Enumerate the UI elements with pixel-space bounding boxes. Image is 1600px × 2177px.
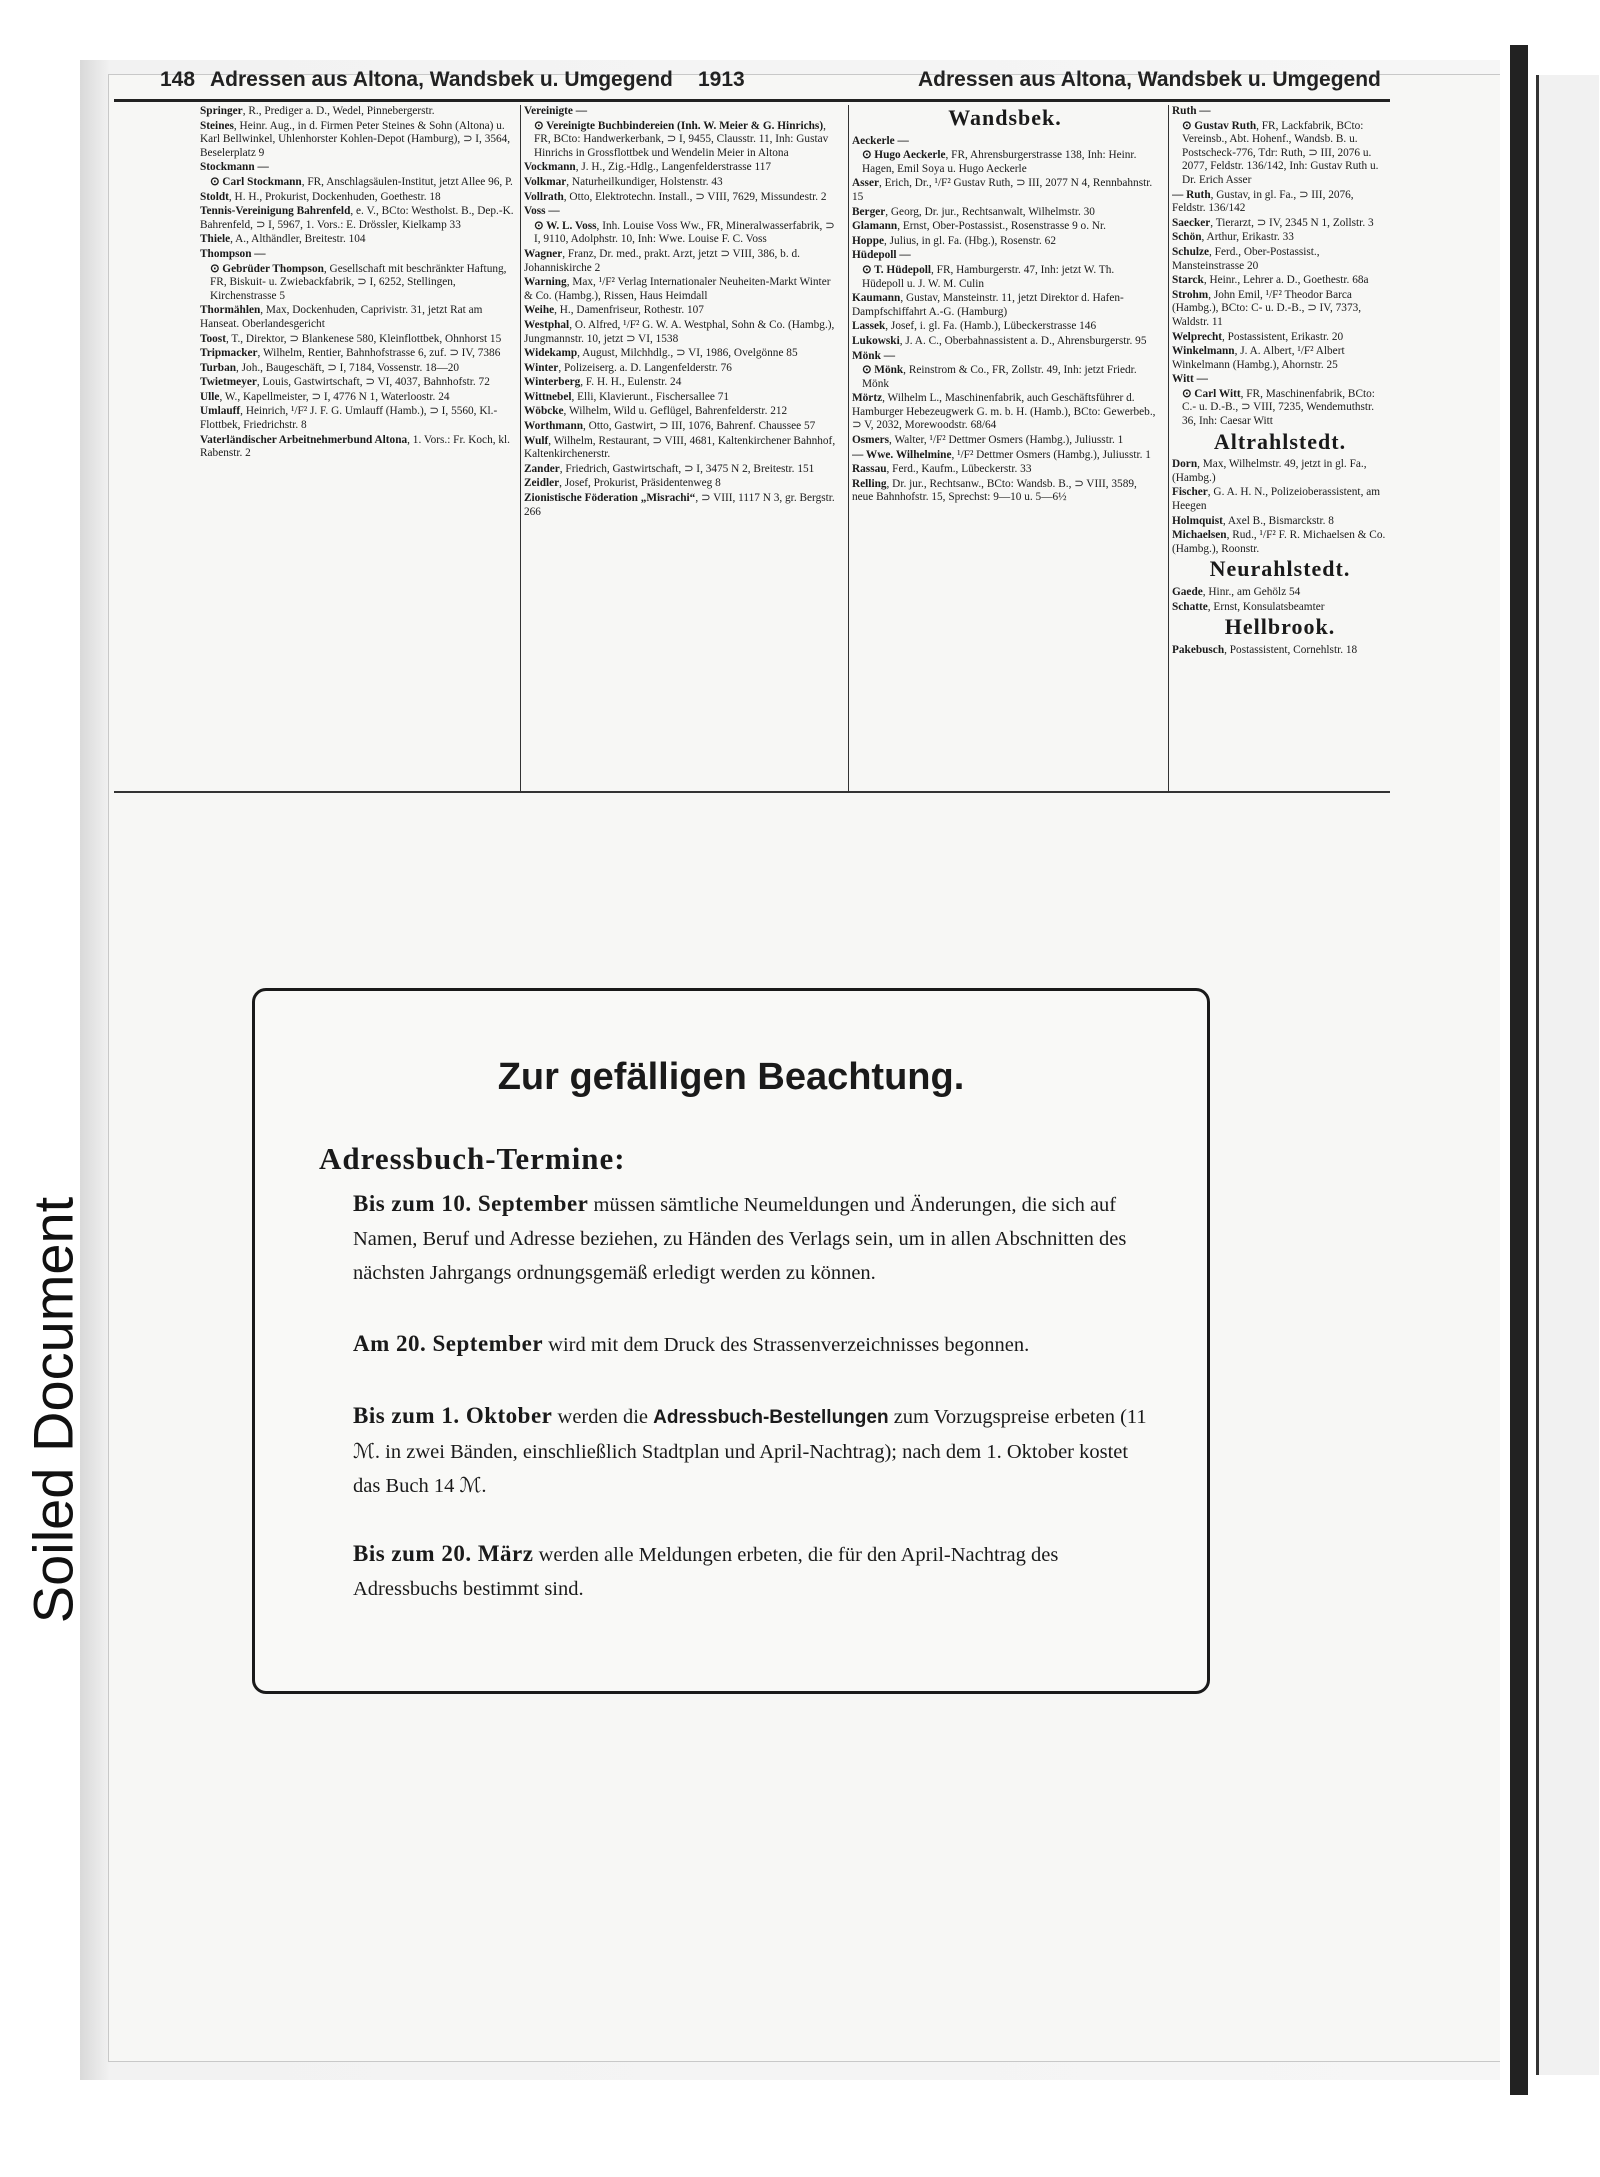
directory-entry: ⊙ W. L. Voss, Inh. Louise Voss Ww., FR, Mineralwasserfabrik, ⊃ I, 9110, Adolphstr. 10, Inh: Wwe. Louise F. C. Voss — [534, 219, 835, 246]
directory-entry: Rassau, Ferd., Kaufm., Lübeckerstr. 33 — [852, 463, 1032, 476]
directory-entry: Pakebusch, Postassistent, Cornehlstr. 18 — [1172, 643, 1358, 656]
directory-entry: Osmers, Walter, ¹/F² Dettmer Osmers (Hambg.), Juliusstr. 1 — [852, 434, 1124, 447]
deadline-september-20: Am 20. September — [353, 1331, 544, 1356]
directory-entry: Ulle, W., Kapellmeister, ⊃ I, 4776 N 1, Waterloostr. 24 — [200, 390, 450, 403]
directory-entry: ⊙ Gustav Ruth, FR, Lackfabrik, BCto: Vereinsb., Abt. Hohenf., Wandsb. B. u. Postscheck-776, Tdr: Ruth, ⊃ III, 2076 u. 2077, Feldstr. 136/142, Inh: Gustav Ruth u. Dr. Erich Asser — [1182, 119, 1379, 186]
header-right-title: Adressen aus Altona, Wandsbek u. Umgegend — [918, 68, 1381, 91]
directory-entry: Schatte, Ernst, Konsulatsbeamter — [1172, 600, 1325, 613]
directory-entry: Winterberg, F. H. H., Eulenstr. 24 — [524, 376, 682, 389]
directory-entry: Zionistische Föderation „Misrachi“, ⊃ VIII, 1117 N 3, gr. Bergstr. 266 — [524, 492, 835, 518]
adjacent-page-edge — [1500, 45, 1600, 2095]
directory-entry: Turban, Joh., Baugeschäft, ⊃ I, 7184, Vossenstr. 18—20 — [200, 361, 460, 374]
directory-entry: Witt — — [1172, 373, 1208, 386]
page-number: 148 — [160, 68, 196, 91]
directory-entry: Westphal, O. Alfred, ¹/F² G. W. A. Westphal, Sohn & Co. (Hambg.), Jungmannstr. 10, jetzt ⊃ VI, 1538 — [524, 318, 835, 345]
notice-title: Zur gefälligen Beachtung. — [497, 1056, 965, 1098]
directory-entry: Stockmann — — [200, 161, 269, 174]
header-left-title: Adressen aus Altona, Wandsbek u. Umgegend — [210, 68, 673, 91]
directory-entry: Umlauff, Heinrich, ¹/F² J. F. G. Umlauff (Hamb.), ⊃ I, 5560, Kl.-Flottbek, Friedrichstr. 8 — [200, 405, 498, 432]
directory-entry: Welprecht, Postassistent, Erikastr. 20 — [1172, 330, 1344, 343]
directory-entry: ⊙ T. Hüdepoll, FR, Hamburgerstr. 47, Inh: jetzt W. Th. Hüdepoll u. J. W. M. Culin — [862, 263, 1115, 290]
notice-box — [252, 988, 1210, 1694]
directory-entry: Widekamp, August, Milchhdlg., ⊃ VI, 1986, Ovelgönne 85 — [524, 347, 798, 360]
directory-entry: Hoppe, Julius, in gl. Fa. (Hbg.), Rosenstr. 62 — [852, 234, 1056, 247]
directory-entry: Winter, Polizeiserg. a. D. Langenfelderstr. 76 — [524, 361, 732, 374]
directory-entry: Kaumann, Gustav, Mansteinstr. 11, jetzt Direktor d. Hafen-Dampfschiffahrt A.-G. (Hamburg) — [852, 292, 1124, 318]
directory-entry: Ruth — — [1172, 105, 1211, 117]
directory-entry: Glamann, Ernst, Ober-Postassist., Rosenstrasse 9 o. Nr. — [852, 220, 1106, 233]
directory-entry: Mönk — — [852, 349, 895, 362]
notice-paragraph-1 — [353, 1187, 1153, 1290]
city-heading-wandsbek: Wandsbek. — [948, 105, 1062, 130]
directory-entry: — Wwe. Wilhelmine, ¹/F² Dettmer Osmers (Hambg.), Juliusstr. 1 — [852, 448, 1151, 461]
header-year: 1913 — [698, 68, 745, 91]
directory-entry: Relling, Dr. jur., Rechtsanw., BCto: Wandsb. B., ⊃ VIII, 3589, neue Bahnhofstr. 15, Sprechst: 9—10 u. 5—6½ — [852, 477, 1137, 504]
notice-paragraph-4 — [353, 1537, 1153, 1606]
paragraph-4-text: werden alle Meldungen erbeten, die für den April-Nachtrag des Adressbuchs bestimmt sind. — [353, 1544, 1059, 1600]
directory-entry: Asser, Erich, Dr., ¹/F² Gustav Ruth, ⊃ III, 2077 N 4, Rennbahnstr. 15 — [852, 177, 1153, 203]
column-wandsbek-2 — [1172, 105, 1388, 795]
directory-entry: Zeidler, Josef, Prokurist, Präsidentenweg 8 — [524, 477, 721, 490]
directory-entry: Vollrath, Otto, Elektrotechn. Install., ⊃ VIII, 7629, Missundestr. 2 — [524, 190, 827, 203]
directory-entry: Mörtz, Wilhelm L., Maschinenfabrik, auch Geschäftsführer d. Hamburger Hebezeugwerk G. m. b. H. (Hamb.), BCto: Gewerbeb., ⊃ V, 2032, Morewoodstr. 68/64 — [852, 392, 1156, 432]
city-heading-hellbrook: Hellbrook. — [1224, 614, 1336, 640]
directory-entry: Worthmann, Otto, Gastwirt, ⊃ III, 1076, Bahrenf. Chaussee 57 — [524, 420, 816, 433]
directory-entry: Weihe, H., Damenfriseur, Rothestr. 107 — [524, 304, 704, 317]
deadline-september-10: Bis zum 10. September — [353, 1191, 589, 1216]
directory-entry: Tennis-Vereinigung Bahrenfeld, e. V., BCto: Westholst. B., Dep.-K. Bahrenfeld, ⊃ I, 5967, 1. Vors.: E. Drössler, Kielkamp 33 — [200, 205, 514, 231]
scan-top-margin — [0, 0, 1600, 52]
paragraph-3-text: zum Vorzugspreise erbeten (11 ℳ. in zwei Bänden, einschließlich Stadtplan und April-Nachtrag); nach dem 1. Oktober kostet das Buch 14 ℳ. — [353, 1406, 1147, 1497]
deadline-march-20: Bis zum 20. März — [353, 1541, 534, 1566]
column-wandsbek — [852, 105, 1158, 795]
directory-entry: ⊙ Vereinigte Buchbindereien (Inh. W. Meier & G. Hinrichs), FR, BCto: Handwerkerbank, ⊃ I, 9455, Clausstr. 11, Inh: Gustav Hinrichs in Grossflottbek und Wendelin Meier in Altona — [534, 119, 829, 159]
directory-entry: Holmquist, Axel B., Bismarckstr. 8 — [1172, 514, 1334, 527]
paragraph-3-emphasis: Adressbuch-Bestellungen — [653, 1407, 889, 1428]
directory-entry: ⊙ Carl Stockmann, FR, Anschlagsäulen-Institut, jetzt Allee 96, P. — [210, 175, 513, 188]
header-rule — [114, 99, 1390, 102]
directory-entry: Fischer, G. A. H. N., Polizeioberassistent, am Heegen — [1172, 486, 1381, 513]
directory-entry: ⊙ Carl Witt, FR, Maschinenfabrik, BCto: C.- u. D.-B., ⊃ VIII, 7235, Wendemuthstr. 36, Inh: Caesar Witt — [1182, 387, 1375, 428]
directory-entry: Twietmeyer, Louis, Gastwirtschaft, ⊃ VI, 4037, Bahnhofstr. 72 — [200, 376, 490, 389]
directory-entry: Michaelsen, Rud., ¹/F² F. R. Michaelsen & Co. (Hambg.), Roonstr. — [1172, 529, 1386, 555]
directory-entry: Wittnebel, Elli, Klavierunt., Fischersallee 71 — [524, 390, 729, 403]
column-altona-2 — [524, 105, 840, 795]
paragraph-3-mid: werden die — [557, 1406, 649, 1428]
columns-bottom-rule — [114, 791, 1390, 793]
notice-paragraph-2 — [353, 1327, 1153, 1362]
directory-entry: Volkmar, Naturheilkundiger, Holstenstr. 43 — [524, 175, 723, 188]
directory-entry: Lassek, Josef, i. gl. Fa. (Hamb.), Lübeckerstrasse 146 — [852, 320, 1097, 333]
running-header — [118, 60, 1392, 98]
directory-entry: Voss — — [524, 205, 560, 218]
directory-entry: Starck, Heinr., Lehrer a. D., Goethestr. 68a — [1172, 274, 1369, 287]
directory-entry: Hüdepoll — — [852, 249, 911, 262]
directory-entry: Saecker, Tierarzt, ⊃ IV, 2345 N 1, Zollstr. 3 — [1172, 216, 1374, 229]
directory-entry: Vereinigte — — [524, 105, 588, 117]
paragraph-2-text: wird mit dem Druck des Strassenverzeichnisses begonnen. — [548, 1334, 1030, 1356]
directory-entry: ⊙ Mönk, Reinstrom & Co., FR, Zollstr. 49, Inh: jetzt Friedr. Mönk — [862, 364, 1137, 390]
soiled-document-text: Soiled Document — [21, 1196, 85, 1624]
directory-entry: Stoldt, H. H., Prokurist, Dockenhuden, Goethestr. 18 — [200, 190, 441, 203]
directory-entry: Winkelmann, J. A. Albert, ¹/F² Albert Winkelmann (Hambg.), Ahornstr. 25 — [1172, 345, 1345, 371]
directory-entry: Vockmann, J. H., Zig.-Hdlg., Langenfelderstrasse 117 — [524, 161, 772, 174]
directory-entry: Wöbcke, Wilhelm, Wild u. Geflügel, Bahrenfelderstr. 212 — [524, 405, 788, 418]
directory-entry: Steines, Heinr. Aug., in d. Firmen Peter Steines & Sohn (Altona) u. Karl Bellwinkel, Uhlenhorster Kohlen-Depot (Hamburg), ⊃ I, 3564, Beselerplatz 9 — [200, 119, 511, 159]
directory-entry: Aeckerle — — [852, 134, 909, 147]
directory-entry: Toost, T., Direktor, ⊃ Blankenese 580, Kleinflottbek, Ohnhorst 15 — [200, 332, 502, 345]
directory-entry: Vaterländischer Arbeitnehmerbund Altona, 1. Vors.: Fr. Koch, kl. Rabenstr. 2 — [200, 433, 510, 460]
directory-entry: Wulf, Wilhelm, Restaurant, ⊃ VIII, 4681, Kaltenkirchener Bahnhof, Kaltenkirchenerstr. — [524, 434, 836, 461]
directory-entry: Schön, Arthur, Erikastr. 33 — [1172, 231, 1294, 244]
soiled-document-label — [8, 1140, 98, 1680]
directory-entry: Dorn, Max, Wilhelmstr. 49, jetzt in gl. Fa., (Hambg.) — [1172, 458, 1367, 484]
directory-entry: Zander, Friedrich, Gastwirtschaft, ⊃ I, 3475 N 2, Breitestr. 151 — [524, 462, 815, 475]
directory-entry: Springer, R., Prediger a. D., Wedel, Pinnebergerstr. — [200, 105, 435, 117]
directory-entry: Schulze, Ferd., Ober-Postassist., Mansteinstrasse 20 — [1172, 245, 1320, 272]
directory-columns — [114, 105, 1390, 800]
city-heading-neurahlstedt: Neurahlstedt. — [1209, 556, 1351, 582]
paragraph-1-text: müssen sämtliche Neumeldungen und Änderungen, die sich auf Namen, Beruf und Adresse beziehen, zu Händen des Verlags sein, um in allen Abschnitten des nächsten Jahrgangs ordnungsgemäß erledigt werden zu können. — [353, 1194, 1127, 1284]
notice-paragraph-3 — [353, 1399, 1153, 1503]
directory-entry: Lukowski, J. A. C., Oberbahnassistent a. D., Ahrensburgerstr. 95 — [852, 334, 1147, 347]
directory-entry: Warning, Max, ¹/F² Verlag Internationaler Neuheiten-Markt Winter & Co. (Hambg.), Rissen, Haus Heimdall — [524, 276, 831, 302]
directory-entry: Thormählen, Max, Dockenhuden, Caprivistr. 31, jetzt Rat am Hanseat. Oberlandesgericht — [200, 304, 483, 330]
deadline-october-1: Bis zum 1. Oktober — [353, 1403, 553, 1428]
column-altona-1 — [200, 105, 516, 795]
directory-entry: Tripmacker, Wilhelm, Rentier, Bahnhofstrasse 6, zuf. ⊃ IV, 7386 — [200, 347, 501, 360]
directory-entry: — Ruth, Gustav, in gl. Fa., ⊃ III, 2076, Feldstr. 136/142 — [1172, 188, 1354, 215]
directory-entry: Thiele, A., Althändler, Breitestr. 104 — [200, 233, 366, 246]
directory-entry: ⊙ Hugo Aeckerle, FR, Ahrensburgerstrasse 138, Inh: Heinr. Hagen, Emil Soya u. Hugo Aeckerle — [862, 149, 1137, 175]
directory-entry: Thompson — — [200, 247, 266, 260]
directory-entry: ⊙ Gebrüder Thompson, Gesellschaft mit beschränkter Haftung, FR, Biskuit- u. Zwiebackfabrik, ⊃ I, 6252, Stellingen, Kirchenstrasse 5 — [210, 262, 507, 302]
directory-entry: Strohm, John Emil, ¹/F² Theodor Barca (Hambg.), BCto: C- u. D.-B., ⊃ IV, 7373, Waldstr. 11 — [1172, 288, 1362, 328]
directory-entry: Gaede, Hinr., am Gehölz 54 — [1172, 586, 1301, 598]
city-heading-altrahlstedt: Altrahlstedt. — [1213, 428, 1347, 454]
directory-entry: Wagner, Franz, Dr. med., prakt. Arzt, jetzt ⊃ VIII, 386, b. d. Johanniskirche 2 — [524, 247, 800, 274]
notice-section-heading: Adressbuch-Termine: — [319, 1141, 626, 1176]
directory-entry: Berger, Georg, Dr. jur., Rechtsanwalt, Wilhelmstr. 30 — [852, 205, 1095, 218]
